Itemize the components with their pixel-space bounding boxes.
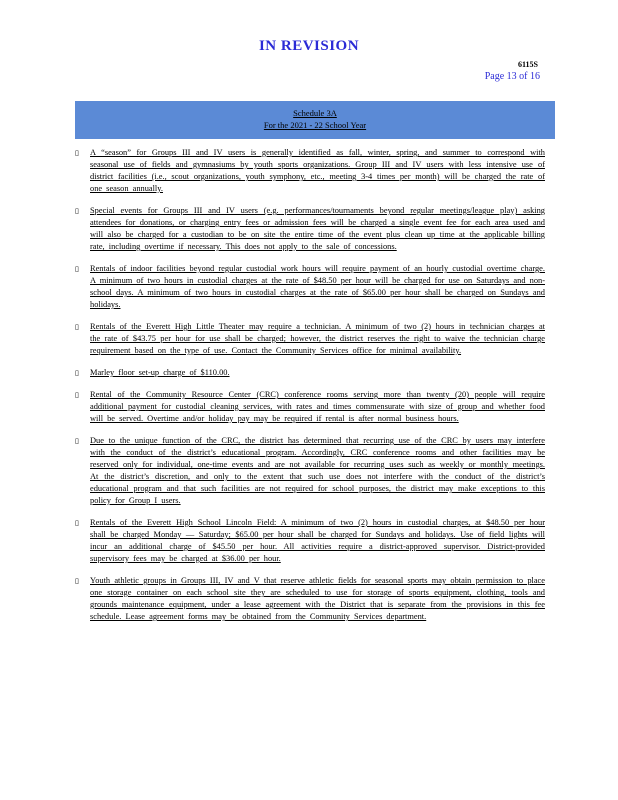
school-year-heading: For the 2021 - 22 School Year: [263, 120, 367, 130]
list-item: [75, 147, 545, 195]
list-item-text: Rental of the Community Resource Center (CRC) conference rooms serving more than twenty (20) people will require additional payment for custodial cleaning services, with rates and times commensurate with size of group and whether food will be served. Overtime and/or holiday pay may be required if rental is after normal business hours.: [90, 390, 545, 423]
list-item: [75, 263, 545, 311]
bullet-icon: ▯: [75, 519, 79, 527]
list-item-text: Special events for Groups III and IV users (e.g. performances/tournaments beyond regular meetings/league play) asking attendees for donations, or charging entry fees or admission fees will be charged a single event fee for each area used and will also be charged for a custodian to be on site the entire time of the event plus clean up time at the applicable billing rate, including overtime if necessary. This does not apply to the sale of concessions.: [90, 206, 545, 251]
list-item-text: Rentals of the Everett High School Lincoln Field: A minimum of two (2) hours in custodial charges, at $48.50 per hour shall be charged Monday — Saturday; $65.00 per hour shall be charged for Sundays and holidays. Use of field lights will incur an additional charge of $45.50 per hour. All activities require a district-approved supervisor. District-provided supervisory fees may be charged at $36.00 per hour.: [90, 518, 545, 563]
revision-title: IN REVISION: [258, 38, 360, 54]
bullet-icon: ▯: [75, 207, 79, 215]
list-item: [75, 367, 545, 379]
bullet-icon: ▯: [75, 437, 79, 445]
list-item-text: Rentals of the Everett High Little Theater may require a technician. A minimum of two (2) hours in technician charges at the rate of $43.75 per hour for use shall be charged; however, the district reserves the right to waive the technician charge requirement based on the type of use. Contact the Community Services office for minimal availability.: [90, 322, 545, 355]
list-item: [75, 389, 545, 425]
bullet-icon: ▯: [75, 323, 79, 331]
fee-notes-list: [75, 147, 545, 633]
list-item: [75, 321, 545, 357]
schedule-banner: [75, 101, 555, 139]
schedule-heading: Schedule 3A: [293, 108, 337, 118]
list-item: [75, 435, 545, 507]
list-item-text: A “season” for Groups III and IV users is generally identified as fall, winter, spring, and summer to correspond with seasonal use of fields and gymnasiums by youth sports organizations. Group III and IV users with less intensive use of district facilities (i.e., scout organizations, youth symphony, etc., meeting 3-4 times per month) will be charged the rate of one season annually.: [90, 148, 545, 193]
bullet-icon: ▯: [75, 149, 79, 157]
bullet-icon: ▯: [75, 265, 79, 273]
list-item-text: Due to the unique function of the CRC, the district has determined that recurring use of the CRC by users may interfere with the conduct of the district’s educational program. Accordingly, CRC conference rooms and other facilities may be reserved only for individual, one-time events and are not available for recurring uses such as weekly or monthly meetings. At the district’s discretion, and only to the extent that such use does not interfere with the conduct of the district’s educational program and that such facilities are not required for school purposes, the district may make exceptions to this policy for Group I users.: [90, 436, 545, 505]
list-item-text: Marley floor set-up charge of $110.00.: [90, 368, 230, 377]
document-id: 6115S: [517, 60, 538, 69]
list-item: [75, 517, 545, 565]
bullet-icon: ▯: [75, 577, 79, 585]
bullet-icon: ▯: [75, 391, 79, 399]
list-item-text: Youth athletic groups in Groups III, IV and V that reserve athletic fields for seasonal sports may obtain permission to place one storage container on each school site they are scheduled to use for storage of sports equipment, clothing, tools and grounds maintenance equipment, under a lease agreement with the District that is separate from the provisions in this fee schedule. Lease agreement forms may be obtained from the Community Services department.: [90, 576, 545, 621]
bullet-icon: ▯: [75, 369, 79, 377]
list-item-text: Rentals of indoor facilities beyond regular custodial work hours will require payment of an hourly custodial overtime charge. A minimum of two hours in custodial charges at the rate of $48.50 per hour will be charged for use on Saturdays and non-school days. A minimum of two hours in custodial charges at the rate of $65.00 per hour shall be charged on Sundays and holidays.: [90, 264, 545, 309]
list-item: [75, 205, 545, 253]
page-number: Page 13 of 16: [484, 71, 540, 82]
list-item: [75, 575, 545, 623]
